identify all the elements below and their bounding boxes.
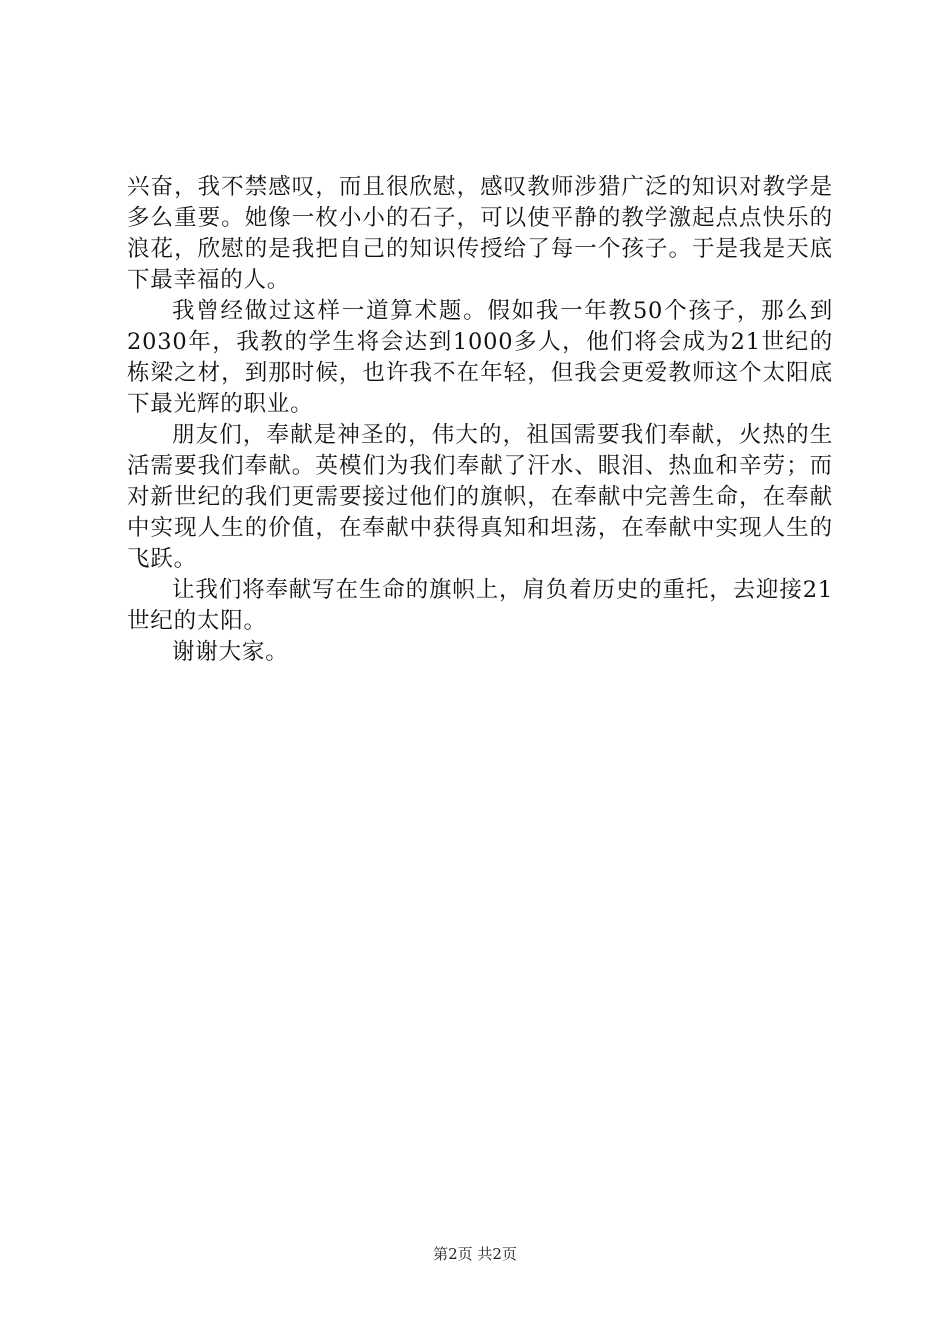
paragraph-arithmetic: 我曾经做过这样一道算术题。假如我一年教50个孩子，那么到2030年，我教的学生将会达到1000多人，他们将会成为21世纪的栋梁之材，到那时候，也许我不在年轻，但我会更爱教师这个太阳底下最光辉的职业。 bbox=[127, 298, 833, 417]
paragraph-closing: 让我们将奉献写在生命的旗帜上，肩负着历史的重托，去迎接21世纪的太阳。 bbox=[127, 577, 833, 634]
paragraph-thanks: 谢谢大家。 bbox=[172, 639, 289, 665]
page-number: 第2页 共2页 bbox=[433, 1245, 517, 1263]
paragraph-continuation: 兴奋，我不禁感叹，而且很欣慰，感叹教师涉猎广泛的知识对教学是多么重要。她像一枚小小的石子，可以使平静的教学激起点点快乐的浪花，欣慰的是我把自己的知识传授给了每一个孩子。于是我是天底下最幸福的人。 bbox=[127, 174, 833, 293]
body-text bbox=[127, 172, 833, 668]
page-footer bbox=[0, 1244, 950, 1264]
paragraph-dedication: 朋友们，奉献是神圣的，伟大的，祖国需要我们奉献，火热的生活需要我们奉献。英模们为我们奉献了汗水、眼泪、热血和辛劳；而对新世纪的我们更需要接过他们的旗帜，在奉献中完善生命，在奉献中实现人生的价值，在奉献中获得真知和坦荡，在奉献中实现人生的飞跃。 bbox=[127, 422, 833, 572]
